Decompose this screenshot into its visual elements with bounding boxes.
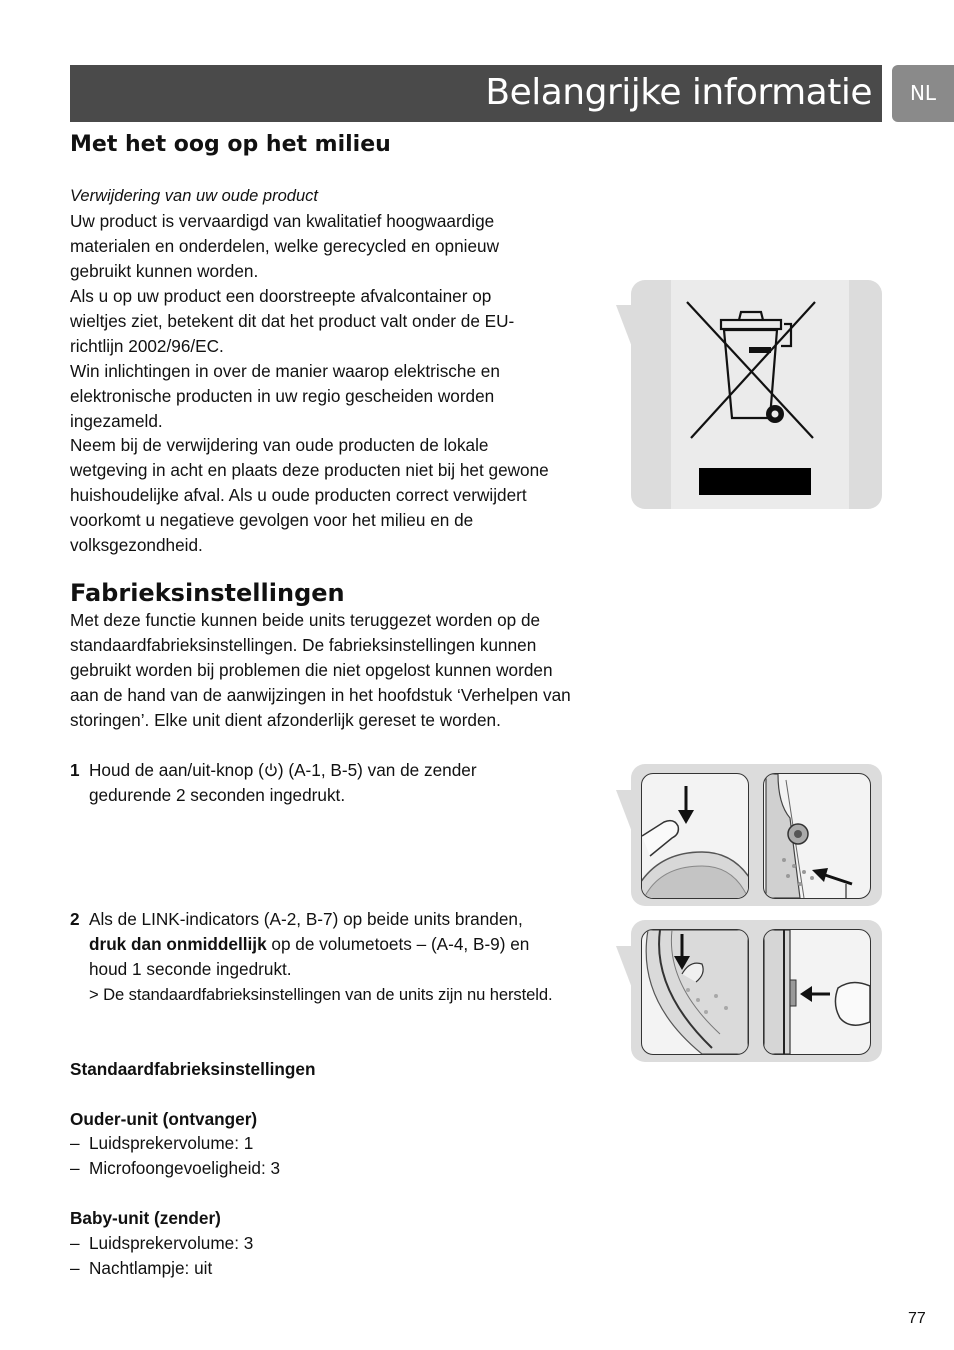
text-line: gebruikt worden bij problemen die niet opgelost kunnen worden: [70, 660, 553, 680]
step-number: 1: [70, 760, 80, 780]
text-line: Als u op uw product een doorstreepte afvalcontainer op: [70, 286, 492, 306]
text-line: materialen en onderdelen, welke gerecycled en opnieuw: [70, 236, 500, 256]
text-line: standaardfabrieksinstellingen. De fabrieksinstellingen kunnen: [70, 635, 537, 655]
section-heading-factory: Fabrieksinstellingen: [70, 579, 345, 607]
text-line: Neem bij de verwijdering van oude producten de lokale: [70, 435, 489, 455]
list-label: Nachtlampje: uit: [89, 1258, 213, 1278]
list-dash: –: [70, 1258, 80, 1278]
text-line: voorkomt u negatieve gevolgen voor het milieu en de: [70, 510, 474, 530]
transmitter-button-arrow-icon: [764, 774, 870, 898]
step-text: Als de LINK-indicators (A-2, B-7) op beide units branden,: [89, 909, 523, 929]
text-line: huishoudelijke afval. Als u oude producten correct verwijdert: [70, 485, 527, 505]
text-line: wetgeving in acht en plaats deze producten niet bij het gewone: [70, 460, 549, 480]
step-1-figure: [631, 764, 882, 906]
text-line: gebruikt kunnen worden.: [70, 261, 259, 281]
section-heading-milieu: Met het oog op het milieu: [70, 132, 391, 157]
list-label: Luidsprekervolume: 3: [89, 1233, 254, 1253]
step-text: op de volumetoets – (A-4, B-9) en: [266, 934, 530, 954]
defaults-heading: Standaardfabrieksinstellingen: [70, 1059, 316, 1079]
step-text: Houd de aan/uit-knop (: [89, 760, 264, 780]
text-line: wieltjes ziet, betekent dit dat het product valt onder de EU-: [70, 311, 515, 331]
list-dash: –: [70, 1233, 80, 1253]
text-line: Win inlichtingen in over de manier waarop elektrische en: [70, 361, 500, 381]
text-line: ingezameld.: [70, 411, 163, 431]
step-result: > De standaardfabrieksinstellingen van de units zijn nu hersteld.: [89, 985, 553, 1004]
step-text: gedurende 2 seconden ingedrukt.: [89, 785, 346, 805]
text-line: elektronische producten in uw regio gescheiden worden: [70, 386, 495, 406]
photo-left: [641, 929, 749, 1055]
step-body: [89, 907, 609, 1007]
text-line: richtlijn 2002/96/EC.: [70, 336, 224, 356]
side-button-arrow-icon: [764, 930, 870, 1054]
list-label: Luidsprekervolume: 1: [89, 1133, 254, 1153]
figure-pointer: [616, 946, 632, 988]
baby-unit-heading: Baby-unit (zender): [70, 1208, 221, 1228]
step-body: [89, 758, 609, 808]
text-line: storingen’. Elke unit dient afzonderlijk gereset te worden.: [70, 710, 501, 730]
photo-right: [763, 773, 871, 899]
text-line: Uw product is vervaardigd van kwalitatief hoogwaardige: [70, 211, 495, 231]
text-line: volksgezondheid.: [70, 535, 203, 555]
step-text: houd 1 seconde ingedrukt.: [89, 959, 292, 979]
crossed-out-wheelie-bin-icon: [631, 280, 882, 509]
page-title: Belangrijke informatie: [485, 72, 872, 113]
figure-pointer: [616, 305, 632, 347]
header-bar: [70, 65, 882, 122]
finger-press-power-icon: [642, 774, 748, 898]
parent-unit-heading: Ouder-unit (ontvanger): [70, 1109, 258, 1129]
page-number: 77: [908, 1310, 926, 1327]
text-line: aan de hand van de aanwijzingen in het hoofdstuk ‘Verhelpen van: [70, 685, 571, 705]
step-text-bold: druk dan onmiddellijk: [89, 934, 267, 954]
figure-pointer: [616, 790, 632, 832]
step-2-figure: [631, 920, 882, 1062]
language-tab: NL: [892, 65, 954, 122]
list-label: Microfoongevoeligheid: 3: [89, 1158, 281, 1178]
text-line: Met deze functie kunnen beide units teruggezet worden op de: [70, 610, 541, 630]
weee-figure: [631, 280, 882, 509]
power-icon: [264, 762, 278, 778]
step-number: 2: [70, 909, 80, 929]
photo-left: [641, 773, 749, 899]
list-dash: –: [70, 1133, 80, 1153]
finger-press-volume-icon: [642, 930, 748, 1054]
list-dash: –: [70, 1158, 80, 1178]
subheading-disposal: Verwijdering van uw oude product: [70, 187, 318, 205]
photo-right: [763, 929, 871, 1055]
step-text: ) (A-1, B-5) van de zender: [277, 760, 477, 780]
